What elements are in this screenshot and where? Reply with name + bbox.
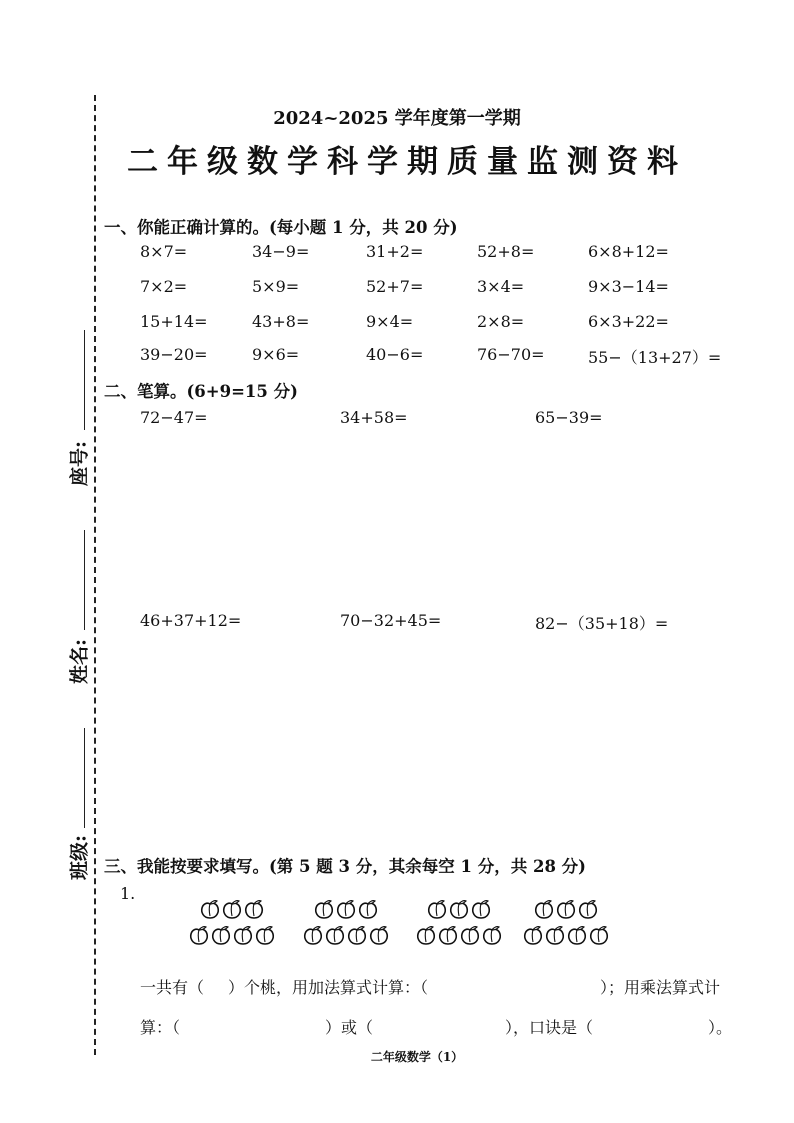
semester-subtitle: 2024~2025 学年度第一学期 <box>273 108 521 129</box>
calc-problem: 6×8+12= <box>588 242 669 261</box>
section3-title: 三、我能按要求填写。(第 5 题 3 分，其余每空 1 分，共 28 分) <box>104 857 586 876</box>
peach-icon <box>437 924 459 950</box>
fill-line-2-part-d: ）。 <box>708 1018 733 1037</box>
section1-title: 一、你能正确计算的。(每小题 1 分，共 20 分) <box>104 218 458 237</box>
peach-group <box>302 898 390 950</box>
peach-icon <box>232 924 254 950</box>
peach-icon <box>221 898 243 924</box>
peach-icon <box>426 898 448 924</box>
peach-row <box>199 898 265 924</box>
calc-problem: 8×7= <box>140 242 188 261</box>
seat-label: 座号: <box>68 441 91 487</box>
peach-icon <box>188 924 210 950</box>
calc-problem: 9×6= <box>252 345 300 364</box>
peach-icon <box>254 924 276 950</box>
section2-title: 二、笔算。(6+9=15 分) <box>104 382 298 401</box>
written-problem: 82−（35+18）= <box>535 614 669 633</box>
fill-line-1-part-b: ）个桃，用加法算式计算：（ <box>228 978 429 997</box>
question-number: 1. <box>120 884 136 903</box>
peach-row <box>415 924 503 950</box>
calc-problem: 76−70= <box>477 345 545 364</box>
fill-line-1-part-a: 一共有（ <box>140 978 205 997</box>
calc-problem: 2×8= <box>477 312 525 331</box>
calc-problem: 3×4= <box>477 277 525 296</box>
peach-icon <box>533 898 555 924</box>
class-label: 班级: <box>68 835 91 881</box>
peach-row <box>426 898 492 924</box>
peach-icon <box>368 924 390 950</box>
peach-icon <box>324 924 346 950</box>
peach-group <box>188 898 276 950</box>
peach-icon <box>544 924 566 950</box>
peach-row <box>302 924 390 950</box>
class-underline <box>84 728 85 828</box>
written-problem: 34+58= <box>340 408 408 427</box>
seat-underline <box>84 330 85 430</box>
peach-icon <box>199 898 221 924</box>
written-problem: 46+37+12= <box>140 611 242 630</box>
calc-problem: 52+7= <box>366 277 424 296</box>
peach-row <box>522 924 610 950</box>
peach-icon <box>470 898 492 924</box>
written-problem: 70−32+45= <box>340 611 442 630</box>
fill-line-2-part-c: ），口诀是（ <box>505 1018 594 1037</box>
peach-icon <box>588 924 610 950</box>
calc-problem: 9×4= <box>366 312 414 331</box>
calc-problem: 5×9= <box>252 277 300 296</box>
peach-row <box>533 898 599 924</box>
peach-icon <box>346 924 368 950</box>
name-label: 姓名: <box>68 639 91 685</box>
calc-problem: 15+14= <box>140 312 208 331</box>
peach-icon <box>313 898 335 924</box>
peach-icon <box>335 898 357 924</box>
calc-problem: 31+2= <box>366 242 424 261</box>
fill-line-1-part-c: ）；用乘法算式计 <box>600 978 721 997</box>
fill-line-2-part-b: ）或（ <box>325 1018 374 1037</box>
peach-icon <box>357 898 379 924</box>
peach-icon <box>302 924 324 950</box>
peach-icon <box>522 924 544 950</box>
peach-icon <box>448 898 470 924</box>
peach-group <box>522 898 610 950</box>
calc-problem: 6×3+22= <box>588 312 669 331</box>
calc-problem: 40−6= <box>366 345 424 364</box>
peach-row <box>313 898 379 924</box>
binding-dashed-line <box>94 95 96 1055</box>
page-footer: 二年级数学（1） <box>370 1050 464 1064</box>
name-underline <box>84 530 85 630</box>
peach-icon <box>577 898 599 924</box>
calc-problem: 55−（13+27）= <box>588 348 722 367</box>
peach-group <box>415 898 503 950</box>
peach-icon <box>566 924 588 950</box>
written-problem: 65−39= <box>535 408 603 427</box>
peach-row <box>188 924 276 950</box>
calc-problem: 39−20= <box>140 345 208 364</box>
peach-icon <box>210 924 232 950</box>
peach-icon <box>481 924 503 950</box>
exam-title: 二年级数学科学期质量监测资料 <box>127 144 687 180</box>
peach-icon <box>459 924 481 950</box>
calc-problem: 7×2= <box>140 277 188 296</box>
peach-icon <box>555 898 577 924</box>
calc-problem: 43+8= <box>252 312 310 331</box>
calc-problem: 34−9= <box>252 242 310 261</box>
calc-problem: 9×3−14= <box>588 277 669 296</box>
written-problem: 72−47= <box>140 408 208 427</box>
peach-icon <box>243 898 265 924</box>
peach-icon <box>415 924 437 950</box>
calc-problem: 52+8= <box>477 242 535 261</box>
fill-line-2-part-a: 算：（ <box>140 1018 181 1037</box>
